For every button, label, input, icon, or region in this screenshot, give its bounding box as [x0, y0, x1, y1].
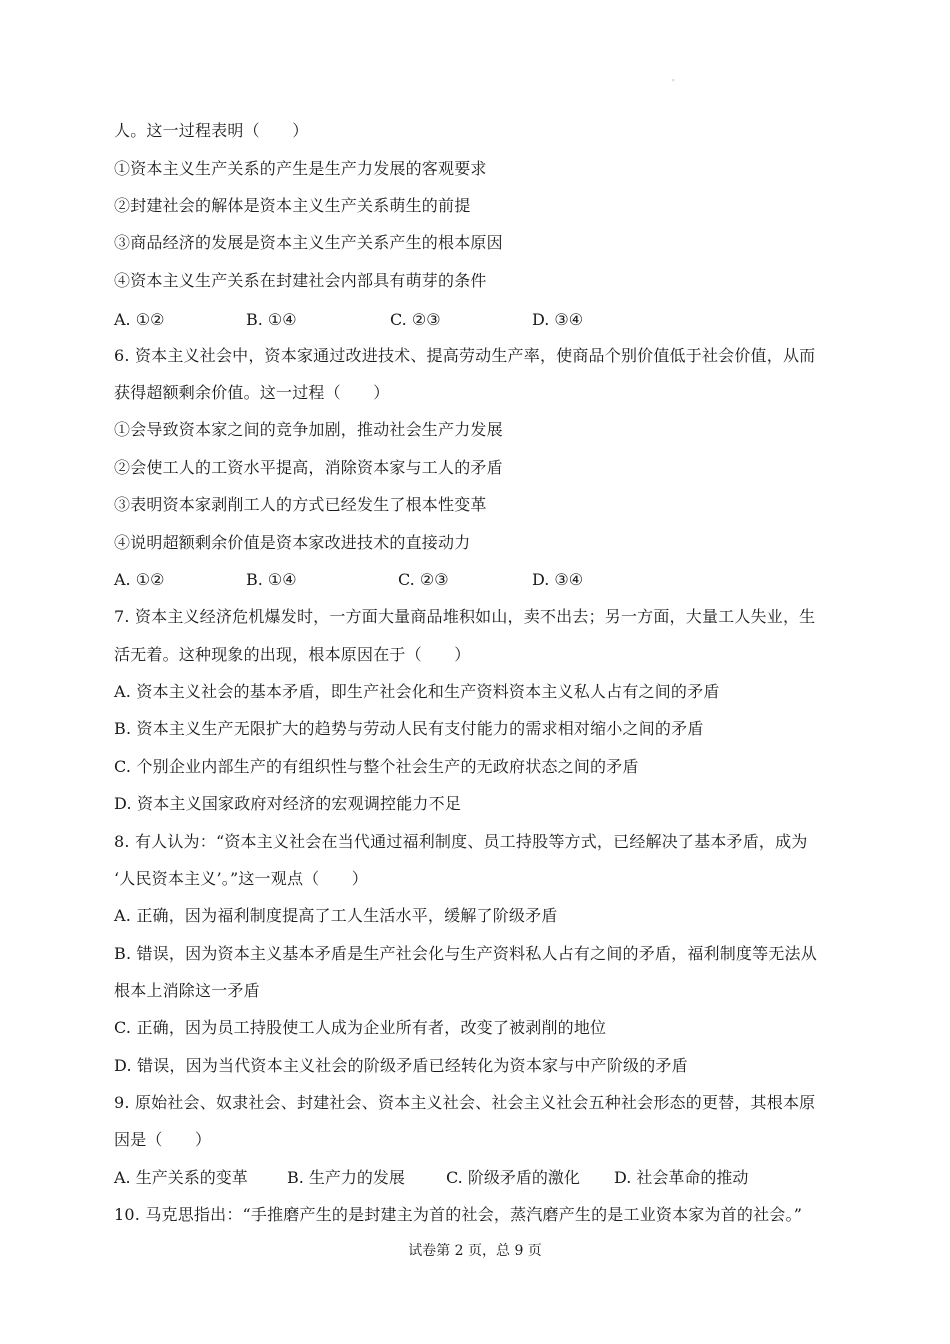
q6-item-4: ④说明超额剩余价值是资本家改进技术的直接动力 — [114, 533, 471, 552]
q8-stem-line-1: 8. 有人认为：“资本主义社会在当代通过福利制度、员工持股等方式，已经解决了基本矛盾，成为 — [114, 832, 808, 851]
q6-option-b: B. ①④ — [246, 570, 297, 589]
q9-option-a: A. 生产关系的变革 — [114, 1168, 248, 1187]
q7-stem-line-1: 7. 资本主义经济危机爆发时，一方面大量商品堆积如山，卖不出去；另一方面，大量工人失业，生 — [114, 607, 816, 626]
q7-option-d: D. 资本主义国家政府对经济的宏观调控能力不足 — [114, 794, 462, 813]
q5-option-c: C. ②③ — [390, 310, 441, 329]
q5-item-2: ②封建社会的解体是资本主义生产关系萌生的前提 — [114, 196, 471, 215]
q6-item-3: ③表明资本家剥削工人的方式已经发生了根本性变革 — [114, 495, 487, 514]
q5-item-1: ①资本主义生产关系的产生是生产力发展的客观要求 — [114, 159, 487, 178]
q5-option-a: A. ①② — [114, 310, 165, 329]
q8-option-b-line-1: B. 错误，因为资本主义基本矛盾是生产社会化与生产资料私人占有之间的矛盾，福利制度等无法从 — [114, 944, 817, 963]
q6-stem-line-1: 6. 资本主义社会中，资本家通过改进技术、提高劳动生产率，使商品个别价值低于社会价值，从而 — [114, 346, 816, 365]
q8-stem-line-2: ‘人民资本主义’。”这一观点（ ） — [114, 869, 368, 888]
q8-option-d: D. 错误，因为当代资本主义社会的阶级矛盾已经转化为资本家与中产阶级的矛盾 — [114, 1056, 688, 1075]
q7-stem-line-2: 活无着。这种现象的出现，根本原因在于（ ） — [114, 645, 471, 664]
q5-item-3: ③商品经济的发展是资本主义生产关系产生的根本原因 — [114, 233, 503, 252]
q5-option-b: B. ①④ — [246, 310, 297, 329]
q6-stem-line-2: 获得超额剩余价值。这一过程（ ） — [114, 383, 390, 402]
q9-option-b: B. 生产力的发展 — [287, 1168, 405, 1187]
q9-option-c: C. 阶级矛盾的激化 — [446, 1168, 580, 1187]
corner-mark: ' — [672, 78, 675, 87]
q6-option-d: D. ③④ — [532, 570, 584, 589]
q8-option-c: C. 正确，因为员工持股使工人成为企业所有者，改变了被剥削的地位 — [114, 1018, 607, 1037]
q9-option-d: D. 社会革命的推动 — [614, 1168, 749, 1187]
q5-option-d: D. ③④ — [532, 310, 584, 329]
q9-stem-line-1: 9. 原始社会、奴隶社会、封建社会、资本主义社会、社会主义社会五种社会形态的更替，其根本原 — [114, 1093, 816, 1112]
q6-option-c: C. ②③ — [398, 570, 449, 589]
q9-stem-line-2: 因是（ ） — [114, 1130, 212, 1149]
q7-option-c: C. 个别企业内部生产的有组织性与整个社会生产的无政府状态之间的矛盾 — [114, 757, 639, 776]
q10-stem-line-1: 10. 马克思指出：“手推磨产生的是封建主为首的社会，蒸汽磨产生的是工业资本家为首的社会。” — [114, 1205, 803, 1224]
q6-item-1: ①会导致资本家之间的竞争加剧，推动社会生产力发展 — [114, 420, 503, 439]
q5-stem-tail: 人。这一过程表明（ ） — [114, 121, 309, 140]
q8-option-a: A. 正确，因为福利制度提高了工人生活水平，缓解了阶级矛盾 — [114, 906, 558, 925]
q7-option-a: A. 资本主义社会的基本矛盾，即生产社会化和生产资料资本主义私人占有之间的矛盾 — [114, 682, 720, 701]
q6-option-a: A. ①② — [114, 570, 165, 589]
page-footer: 试卷第 2 页，总 9 页 — [408, 1243, 542, 1259]
q7-option-b: B. 资本主义生产无限扩大的趋势与劳动人民有支付能力的需求相对缩小之间的矛盾 — [114, 719, 704, 738]
q6-item-2: ②会使工人的工资水平提高，消除资本家与工人的矛盾 — [114, 458, 503, 477]
q5-item-4: ④资本主义生产关系在封建社会内部具有萌芽的条件 — [114, 271, 487, 290]
q8-option-b-line-2: 根本上消除这一矛盾 — [114, 981, 260, 1000]
